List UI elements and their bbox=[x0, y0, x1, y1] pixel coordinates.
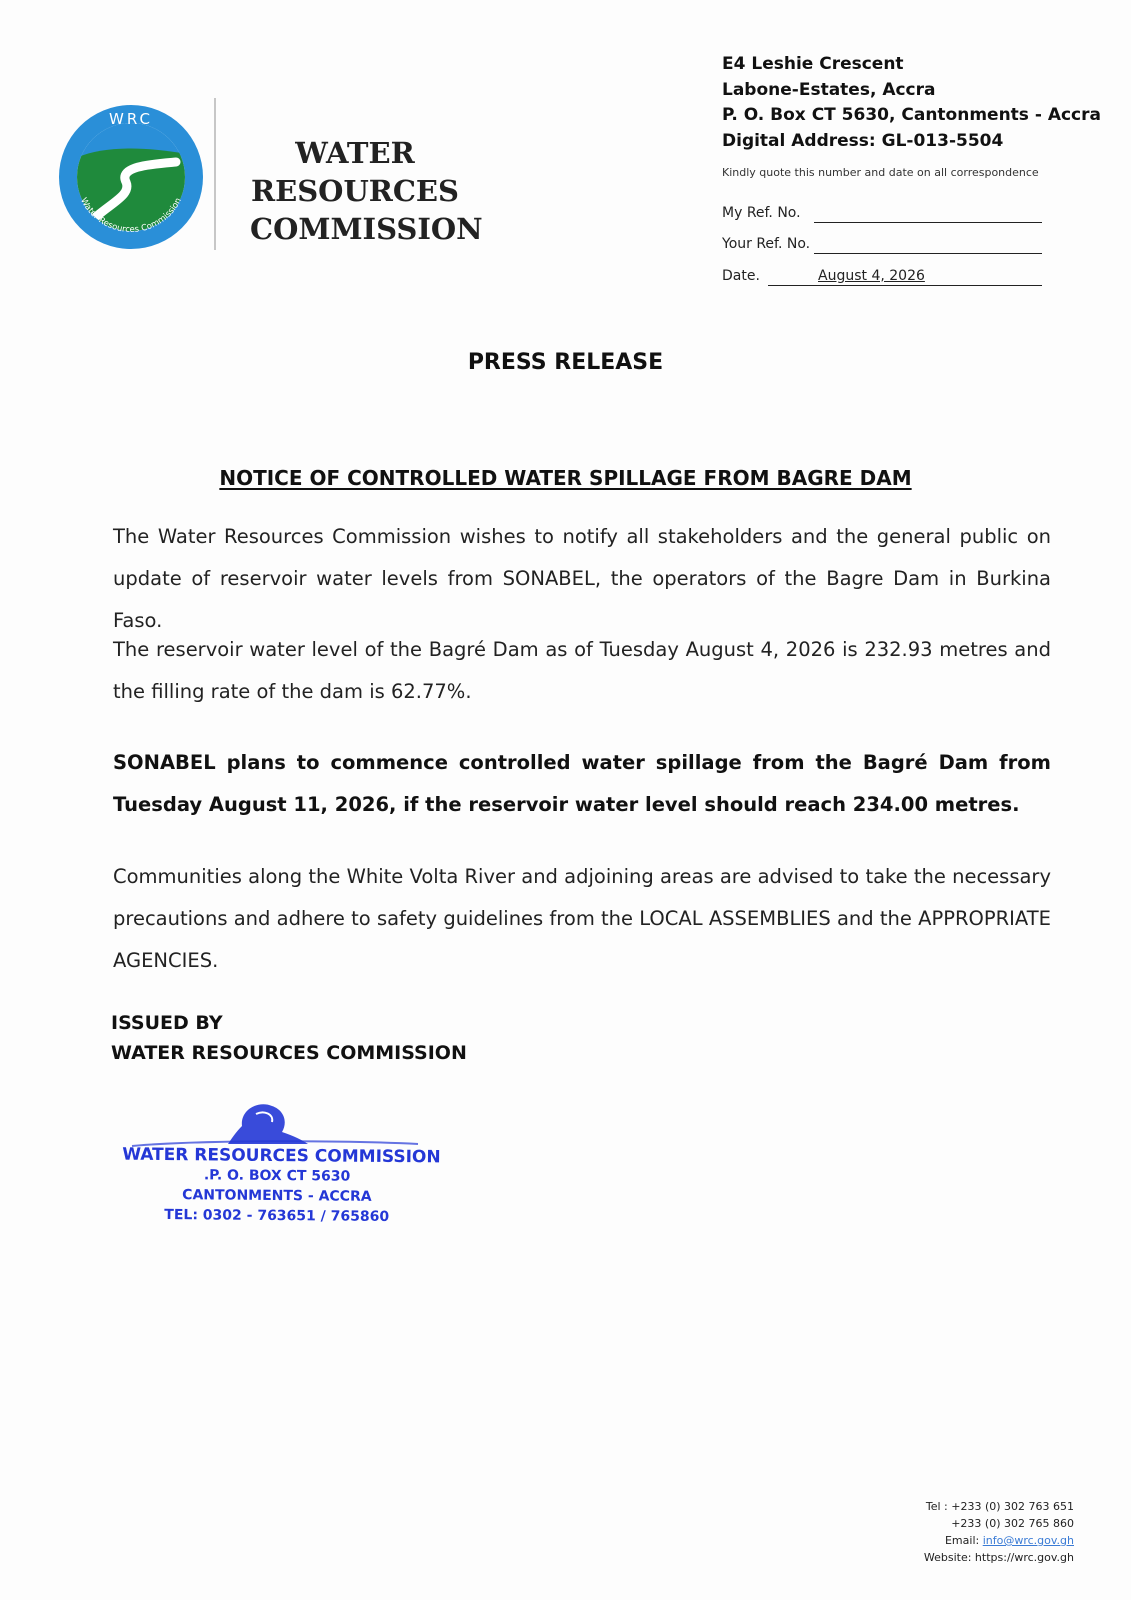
footer-tel-1: Tel : +233 (0) 302 763 651 bbox=[925, 1500, 1074, 1513]
svg-text:WRC: WRC bbox=[109, 110, 153, 128]
quote-note: Kindly quote this number and date on all correspondence bbox=[722, 166, 1039, 179]
email-link[interactable]: info@wrc.gov.gh bbox=[982, 1534, 1074, 1547]
org-name-line: WATER bbox=[295, 136, 415, 170]
wrc-logo bbox=[58, 104, 204, 250]
issued-by-line: ISSUED BY bbox=[111, 1012, 223, 1034]
my-ref-underline bbox=[814, 222, 1042, 223]
date-field bbox=[722, 268, 760, 284]
body-paragraph: The Water Resources Commission wishes to notify all stakeholders and the general public on update of reservoir water levels from SONABEL, the operators of the Bagre Dam in Burkina Faso. bbox=[113, 525, 1051, 632]
header-divider bbox=[214, 98, 216, 250]
notice-title: NOTICE OF CONTROLLED WATER SPILLAGE FROM BAGRE DAM bbox=[219, 466, 912, 490]
date-label: Date. bbox=[722, 268, 760, 284]
address-block bbox=[722, 52, 1101, 154]
stamp-line: CANTONMENTS - ACCRA bbox=[182, 1187, 372, 1205]
date-value: August 4, 2026 bbox=[818, 268, 925, 284]
footer-contacts bbox=[924, 1498, 1074, 1566]
my-ref-field bbox=[722, 205, 801, 221]
stamp-line: .P. O. BOX CT 5630 bbox=[203, 1167, 351, 1185]
your-ref-underline bbox=[814, 253, 1042, 254]
issued-by bbox=[111, 1008, 467, 1068]
organization-name bbox=[250, 134, 483, 248]
your-ref-field bbox=[722, 236, 810, 252]
official-stamp bbox=[122, 1144, 441, 1228]
org-name-line: COMMISSION bbox=[250, 212, 483, 246]
body-paragraph: Communities along the White Volta River and adjoining areas are advised to take the necessary precautions and adhere to safety guidelines from the LOCAL ASSEMBLIES and the APPROPRIATE AGENCIES. bbox=[113, 865, 1051, 972]
footer-email bbox=[924, 1532, 1074, 1549]
footer-tel-2: +233 (0) 302 765 860 bbox=[951, 1517, 1074, 1530]
spillage-plan-paragraph: SONABEL plans to commence controlled water spillage from the Bagré Dam from Tuesday August 11, 2026, if the reservoir water level should reach 234.00 metres. bbox=[113, 751, 1051, 816]
press-release-title: PRESS RELEASE bbox=[467, 350, 664, 375]
stamp-line: WATER RESOURCES COMMISSION bbox=[122, 1144, 441, 1168]
body-paragraph: The reservoir water level of the Bagré Dam as of Tuesday August 4, 2026 is 232.93 metres and the filling rate of the dam is 62.77%. bbox=[113, 638, 1051, 703]
footer-website: Website: https://wrc.gov.gh bbox=[923, 1551, 1074, 1564]
address-line: E4 Leshie Crescent bbox=[722, 54, 904, 74]
stamp-line: TEL: 0302 - 763651 / 765860 bbox=[164, 1207, 390, 1225]
address-line: Digital Address: GL-013-5504 bbox=[722, 130, 1004, 151]
address-line: Labone-Estates, Accra bbox=[722, 79, 936, 100]
your-ref-label: Your Ref. No. bbox=[722, 236, 811, 252]
my-ref-label: My Ref. No. bbox=[722, 205, 801, 221]
org-name-line: RESOURCES bbox=[251, 174, 459, 208]
issued-by-line: WATER RESOURCES COMMISSION bbox=[111, 1042, 467, 1064]
address-line: P. O. Box CT 5630, Cantonments - Accra bbox=[722, 105, 1101, 125]
date-underline bbox=[768, 285, 1042, 286]
svg-text:Water Resources Commission: Water Resources Commission bbox=[78, 196, 184, 236]
email-label: Email: bbox=[944, 1534, 983, 1547]
